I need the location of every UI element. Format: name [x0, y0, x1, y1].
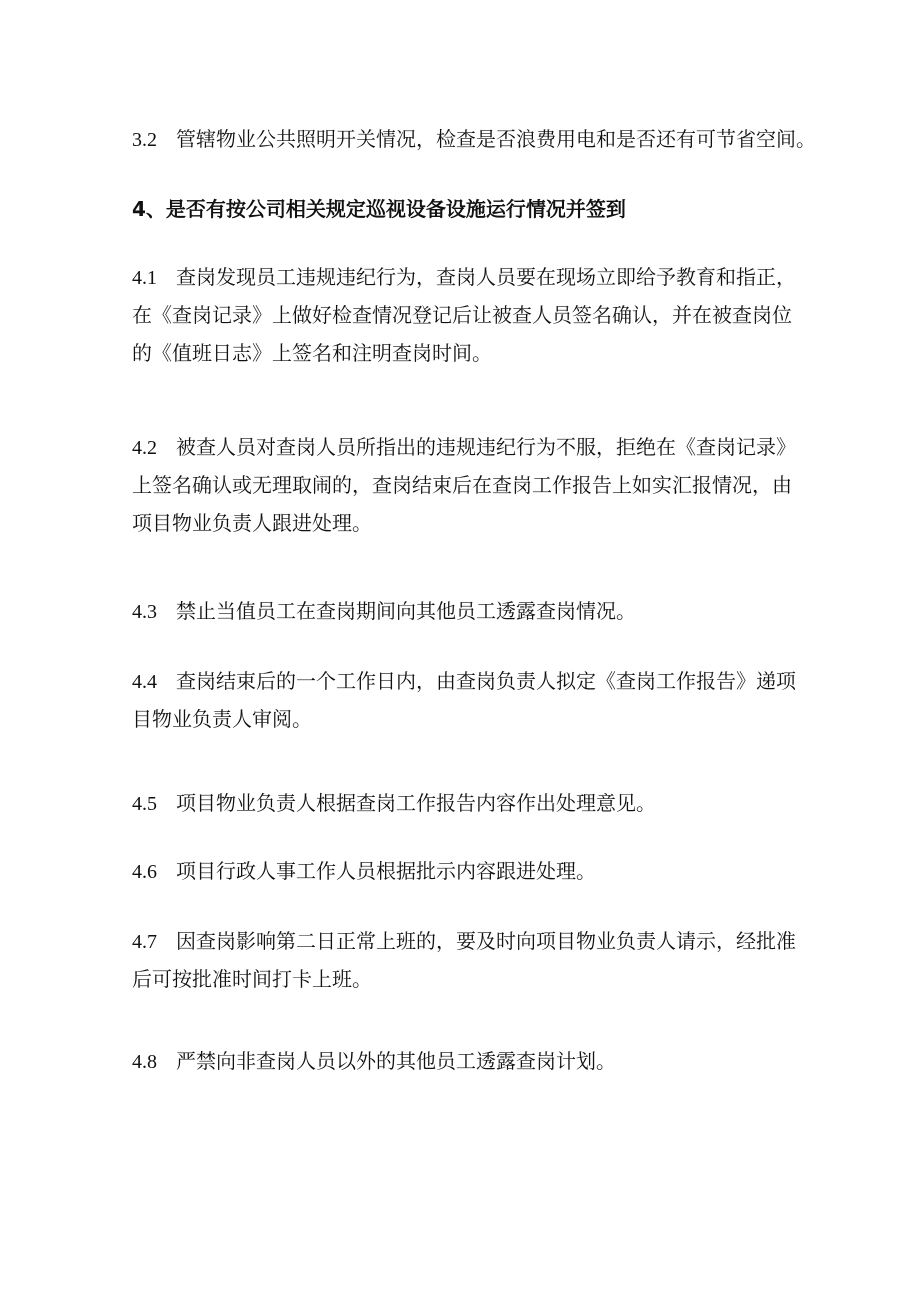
clause-4-6	[132, 852, 812, 890]
clause-line: 在《查岗记录》上做好检查情况登记后让被查人员签名确认，并在被查岗位	[132, 303, 792, 327]
clause-text: 查岗结束后的一个工作日内，由查岗负责人拟定《查岗工作报告》递项	[176, 669, 796, 693]
clause-line	[132, 1042, 812, 1080]
clause-text: 项目行政人事工作人员根据批示内容跟进处理。	[176, 859, 596, 883]
clause-4-1	[132, 258, 812, 372]
clause-4-2	[132, 428, 812, 542]
clause-4-4	[132, 662, 812, 738]
clause-line: 的《值班日志》上签名和注明查岗时间。	[132, 341, 492, 365]
clause-line: 后可按批准时间打卡上班。	[132, 967, 372, 991]
clause-number: 4.8	[132, 1051, 157, 1073]
clause-line	[132, 784, 812, 822]
clause-line: 项目物业负责人跟进处理。	[132, 511, 372, 535]
clause-4-8	[132, 1042, 812, 1080]
clause-line	[132, 852, 812, 890]
clause-number: 4.4	[132, 671, 157, 693]
clause-text: 项目物业负责人根据查岗工作报告内容作出处理意见。	[176, 791, 656, 815]
clause-line	[132, 592, 812, 630]
clause-line	[132, 120, 816, 158]
clause-text: 管辖物业公共照明开关情况，检查是否浪费用电和是否还有可节省空间。	[176, 127, 816, 151]
clause-line: 目物业负责人审阅。	[132, 707, 312, 731]
clause-4-5	[132, 784, 812, 822]
clause-line	[132, 428, 812, 466]
clause-number: 4.2	[132, 437, 157, 459]
clause-line	[132, 922, 812, 960]
clause-text: 严禁向非查岗人员以外的其他员工透露查岗计划。	[176, 1049, 616, 1073]
clause-text: 因查岗影响第二日正常上班的，要及时向项目物业负责人请示，经批准	[176, 929, 796, 953]
clause-4-3	[132, 592, 812, 630]
section-4-heading	[132, 190, 812, 228]
clause-number: 4.1	[132, 267, 157, 289]
clause-number: 4.6	[132, 861, 157, 883]
clause-number: 3.2	[132, 129, 157, 151]
clause-3-2	[132, 120, 816, 158]
clause-line	[132, 662, 812, 700]
clause-number: 4.3	[132, 601, 157, 623]
clause-number: 4.5	[132, 793, 157, 815]
clause-line: 上签名确认或无理取闹的，查岗结束后在查岗工作报告上如实汇报情况，由	[132, 473, 792, 497]
clause-line	[132, 258, 812, 296]
clause-text: 查岗发现员工违规违纪行为，查岗人员要在现场立即给予教育和指正，	[176, 265, 796, 289]
clause-4-7	[132, 922, 812, 998]
heading-text: 4、是否有按公司相关规定巡视设备设施运行情况并签到	[132, 197, 626, 221]
clause-text: 禁止当值员工在查岗期间向其他员工透露查岗情况。	[176, 599, 636, 623]
clause-number: 4.7	[132, 931, 157, 953]
clause-text: 被查人员对查岗人员所指出的违规违纪行为不服，拒绝在《查岗记录》	[176, 435, 796, 459]
